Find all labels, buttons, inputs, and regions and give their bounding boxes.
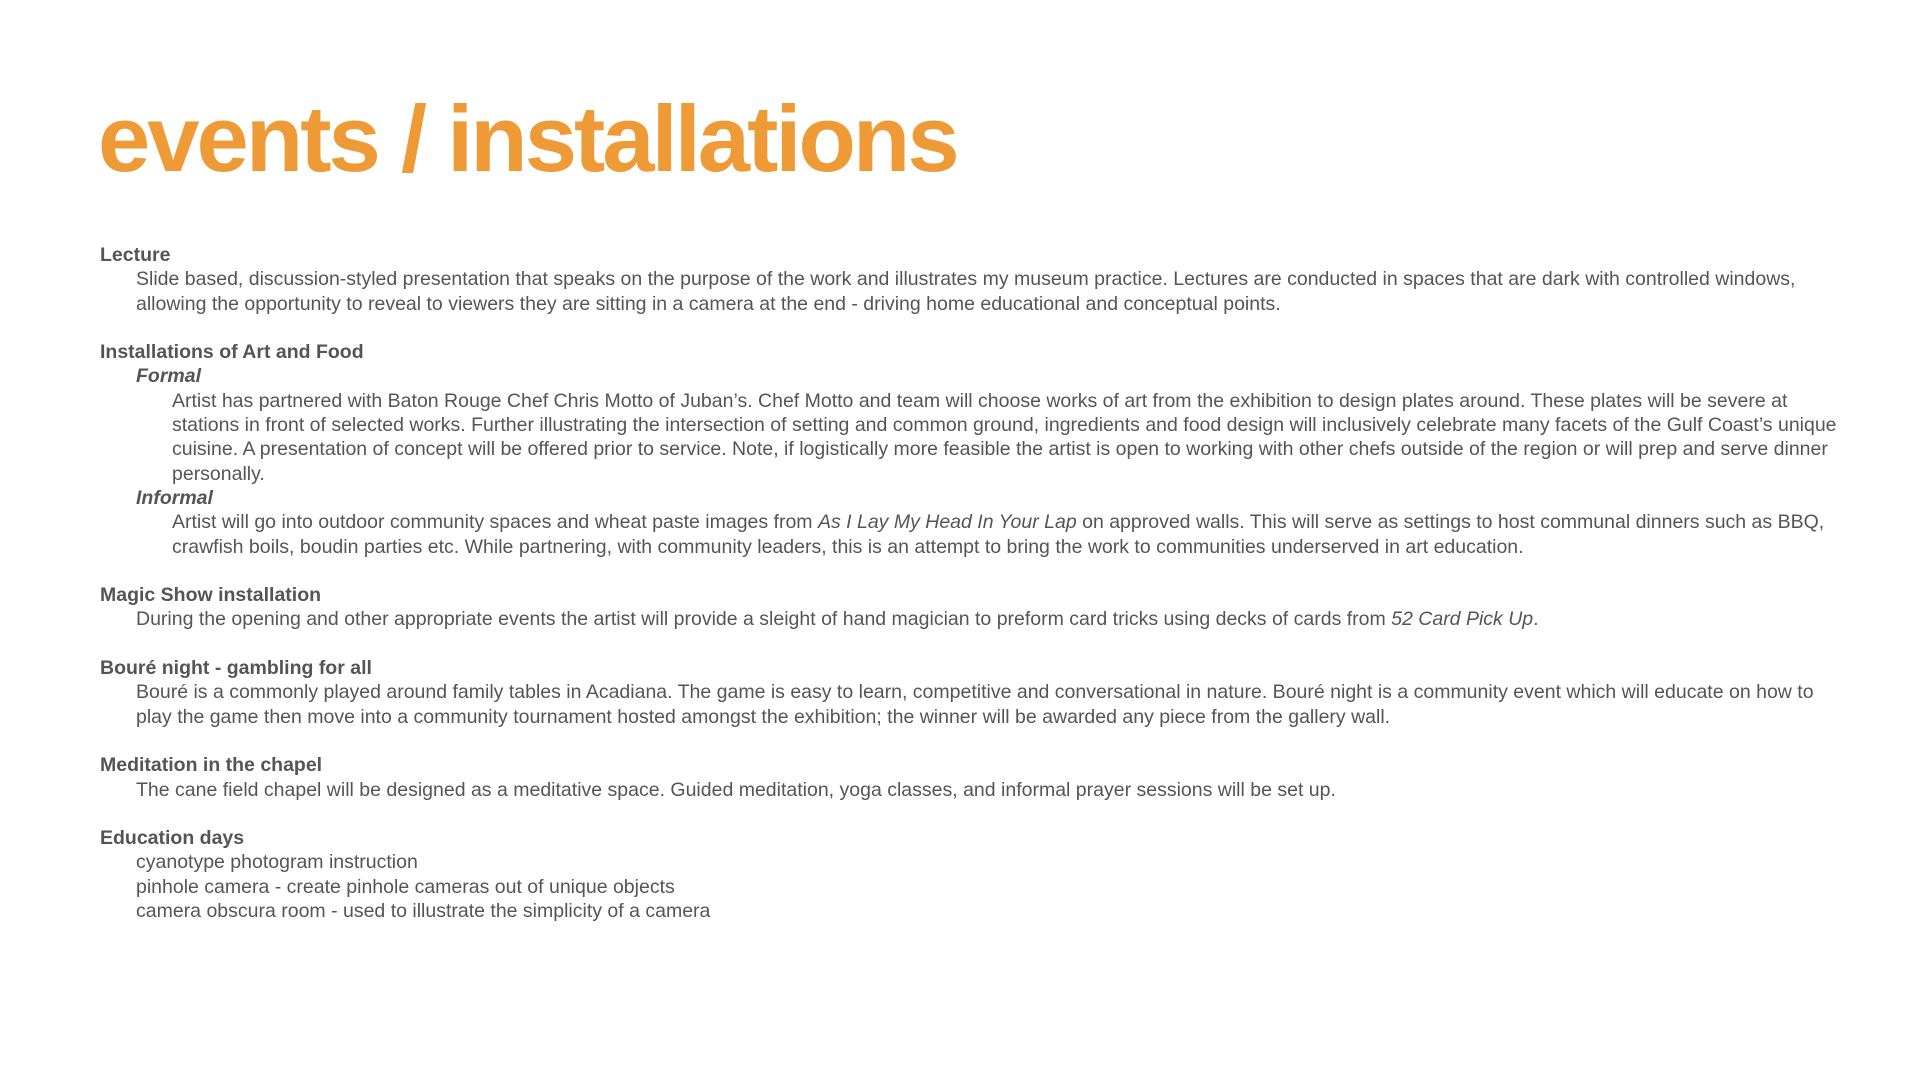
text-run: During the opening and other appropriate events the artist will provide a sleight of hand magician to preform card tricks using decks of cards from: [136, 608, 1392, 631]
section-installations: [100, 340, 1840, 559]
subsection-description-informal: [172, 510, 1840, 559]
section-heading: Bouré night - gambling for all: [100, 657, 372, 680]
section-description: [136, 607, 1840, 631]
subsection-heading-informal: Informal: [136, 486, 213, 509]
work-title: 52 Card Pick Up: [1391, 608, 1534, 631]
section-boure-night: [100, 656, 1840, 729]
section-education-days: [100, 826, 1840, 923]
section-heading: Installations of Art and Food: [100, 341, 364, 364]
section-heading: Meditation in the chapel: [100, 754, 323, 777]
text-run: Artist will go into outdoor community spaces and wheat paste images from: [172, 511, 818, 534]
subsection-heading-formal: Formal: [136, 365, 202, 388]
text-run: .: [1533, 608, 1539, 631]
list-item: pinhole camera - create pinhole cameras out of unique objects: [136, 875, 675, 898]
page-title: events / installations: [98, 86, 957, 191]
text-run: on approved walls. This will serve as settings to host communal dinners such as BBQ, crawfish boils, boudin parties etc. While partnering, with community leaders, this is an attempt to bring the work to communities underserved in art education.: [172, 511, 1825, 558]
section-heading: Magic Show installation: [100, 584, 322, 607]
section-lecture: [100, 243, 1840, 316]
events-content: [100, 243, 1840, 923]
section-description: The cane field chapel will be designed as a meditative space. Guided meditation, yoga classes, and informal prayer sessions will be set up.: [136, 778, 1336, 801]
section-meditation: [100, 753, 1840, 802]
section-heading: Lecture: [100, 244, 171, 266]
list-item: camera obscura room - used to illustrate the simplicity of a camera: [136, 900, 711, 923]
section-heading: Education days: [100, 827, 245, 850]
work-title: As I Lay My Head In Your Lap: [817, 511, 1077, 534]
section-magic-show: [100, 583, 1840, 632]
section-description: Bouré is a commonly played around family tables in Acadiana. The game is easy to learn, competitive and conversational in nature. Bouré night is a community event which will educate on how to play the game then move into a community tournament hosted amongst the exhibition; the winner will be awarded any piece from the gallery wall.: [136, 681, 1814, 728]
list-item: cyanotype photogram instruction: [136, 851, 418, 874]
subsection-description-formal: Artist has partnered with Baton Rouge Chef Chris Motto of Juban’s. Chef Motto and team will choose works of art from the exhibition to design plates around. These plates will be severe at stations in front of selected works. Further illustrating the intersection of setting and common ground, ingredients and food design will inclusively celebrate many facets of the Gulf Coast’s unique cuisine. A presentation of concept will be offered prior to service. Note, if logistically more feasible the artist is open to working with other chefs outside of the region or will prep and serve dinner personally.: [172, 389, 1837, 485]
education-list: [136, 850, 1840, 923]
section-description: Slide based, discussion-styled presentation that speaks on the purpose of the work and illustrates my museum practice. Lectures are conducted in spaces that are dark with controlled windows, allowing the opportunity to reveal to viewers they are sitting in a camera at the end - driving home educational and conceptual points.: [136, 268, 1796, 315]
